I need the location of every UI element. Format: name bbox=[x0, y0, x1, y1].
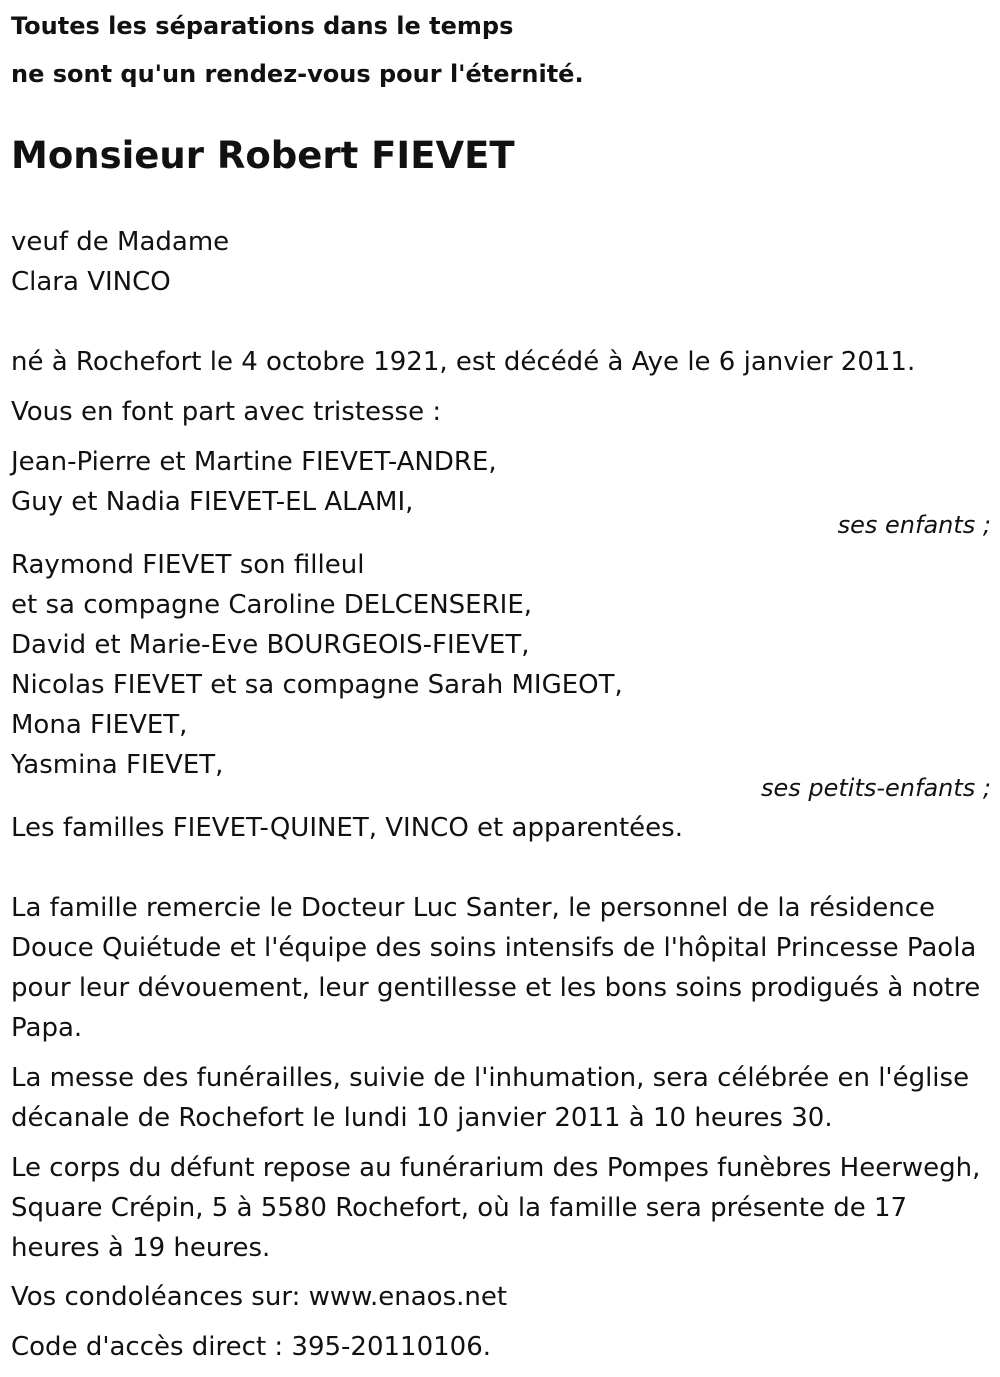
announcement-block bbox=[11, 392, 441, 432]
families-block bbox=[11, 808, 683, 848]
list-item: David et Marie-Eve BOURGEOIS-FIEVET, bbox=[11, 630, 530, 660]
thanks-block bbox=[11, 888, 991, 1048]
list-item: Raymond FIEVET son filleul bbox=[11, 550, 365, 580]
grandchildren-label: ses petits-enfants ; bbox=[760, 774, 991, 802]
deceased-name: Monsieur Robert FIEVET bbox=[11, 134, 515, 177]
funeral-mass-block bbox=[11, 1058, 991, 1138]
obituary-page bbox=[11, 0, 991, 1362]
list-item: Yasmina FIEVET, bbox=[11, 750, 224, 780]
funerarium-paragraph: Le corps du défunt repose au funérarium des Pompes funèbres Heerwegh, Square Crépin, 5 à 5580 Rochefort, où la famille sera présente de 17 heures à 19 heures. bbox=[11, 1153, 981, 1263]
birth-death-block bbox=[11, 342, 915, 382]
epigraph-line-1: Toutes les séparations dans le temps bbox=[11, 12, 514, 40]
list-item: Mona FIEVET, bbox=[11, 710, 188, 740]
children-list bbox=[11, 442, 497, 522]
children-label: ses enfants ; bbox=[837, 511, 991, 539]
epigraph-line-2: ne sont qu'un rendez-vous pour l'éternité. bbox=[11, 60, 584, 88]
access-code: Code d'accès direct : 395-20110106. bbox=[11, 1332, 492, 1362]
list-item: Guy et Nadia FIEVET-EL ALAMI, bbox=[11, 487, 414, 517]
birth-death: né à Rochefort le 4 octobre 1921, est décédé à Aye le 6 janvier 2011. bbox=[11, 347, 916, 377]
families: Les familles FIEVET-QUINET, VINCO et apparentées. bbox=[11, 813, 683, 843]
thanks-paragraph: La famille remercie le Docteur Luc Santer, le personnel de la résidence Douce Quiétude et l'équipe des soins intensifs de l'hôpital Princesse Paola pour leur dévouement, leur gentillesse et les bons soins prodigués à notre Papa. bbox=[11, 893, 981, 1043]
spouse-line-1: veuf de Madame bbox=[11, 227, 230, 257]
list-item: Nicolas FIEVET et sa compagne Sarah MIGEOT, bbox=[11, 670, 623, 700]
funerarium-block bbox=[11, 1148, 991, 1268]
announcement: Vous en font part avec tristesse : bbox=[11, 397, 442, 427]
spouse-line-2: Clara VINCO bbox=[11, 267, 171, 297]
condolences-block bbox=[11, 1277, 507, 1317]
condolences: Vos condoléances sur: www.enaos.net bbox=[11, 1282, 508, 1312]
list-item: et sa compagne Caroline DELCENSERIE, bbox=[11, 590, 533, 620]
access-code-block bbox=[11, 1327, 491, 1367]
grandchildren-list bbox=[11, 545, 623, 785]
funeral-mass-paragraph: La messe des funérailles, suivie de l'inhumation, sera célébrée en l'église décanale de Rochefort le lundi 10 janvier 2011 à 10 heures 30. bbox=[11, 1063, 970, 1133]
spouse-block bbox=[11, 222, 229, 302]
list-item: Jean-Pierre et Martine FIEVET-ANDRE, bbox=[11, 447, 497, 477]
epigraph bbox=[11, 0, 991, 98]
